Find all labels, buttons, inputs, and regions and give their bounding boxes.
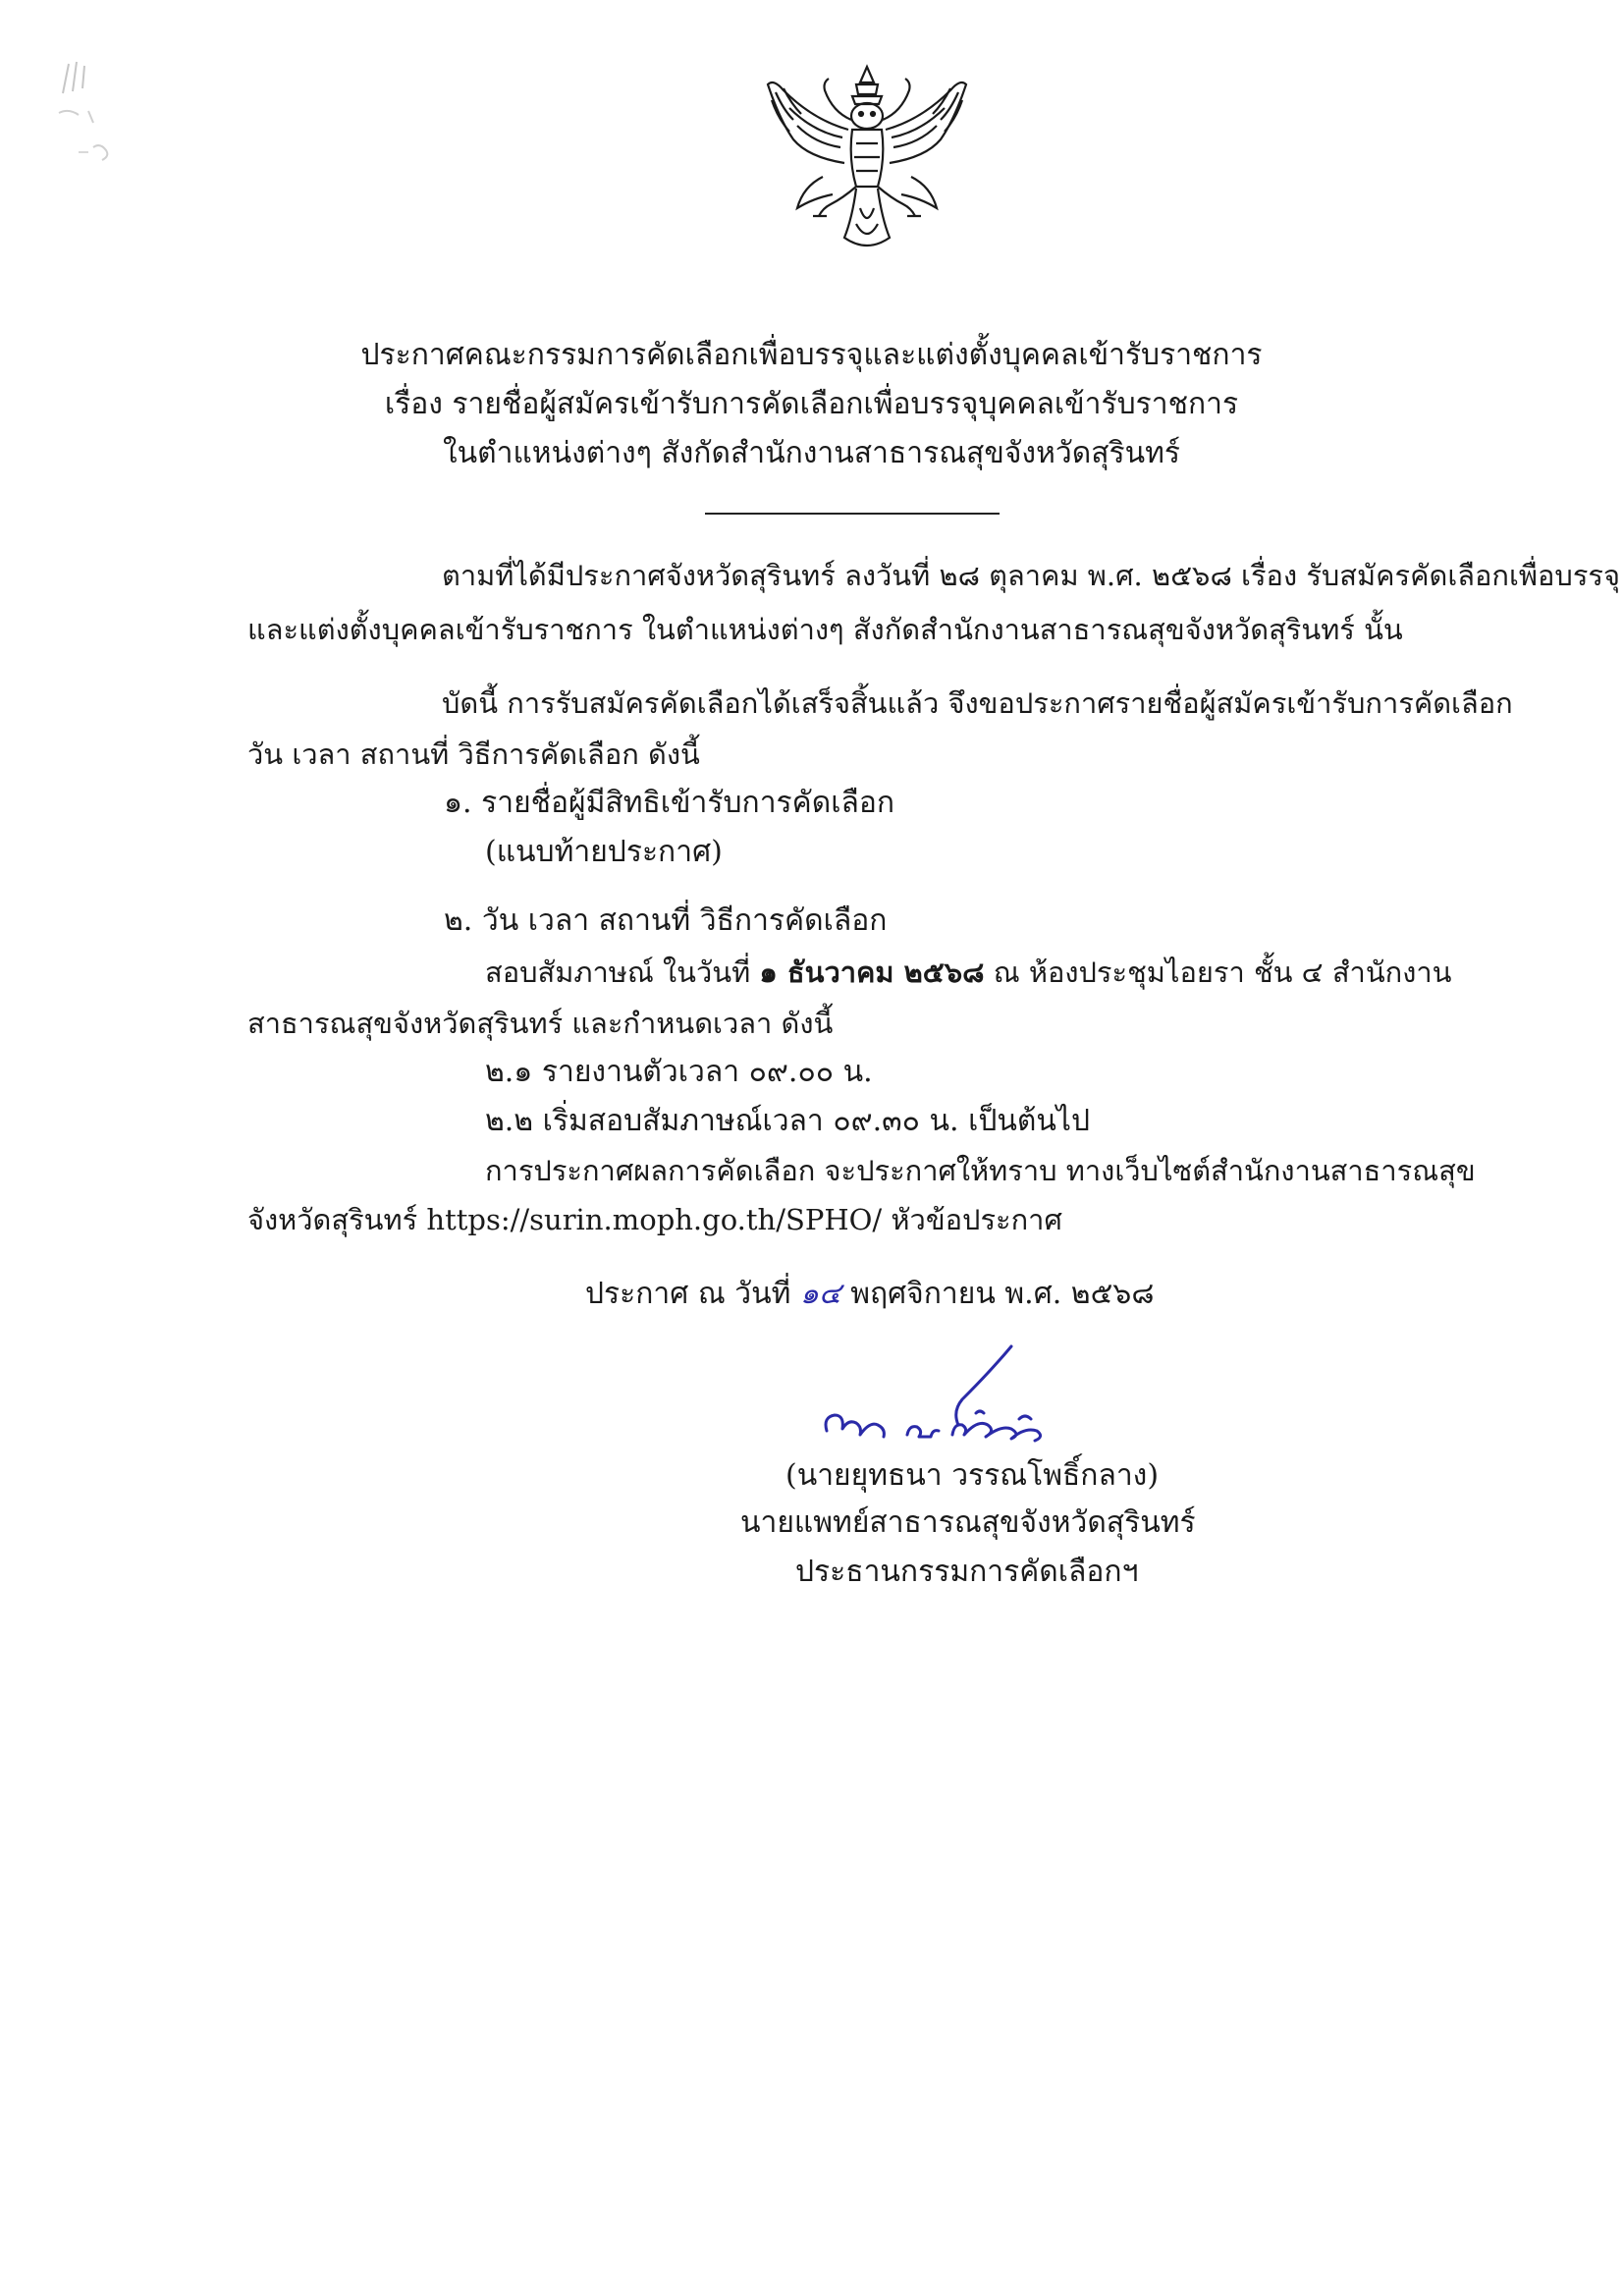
- item-1-heading: ๑. รายชื่อผู้มีสิทธิเข้ารับการคัดเลือก: [444, 786, 895, 820]
- announcement-title-line-2: เรื่อง รายชื่อผู้สมัครเข้ารับการคัดเลือกเพื่อบรรจุบุคคลเข้ารับราชการ: [384, 387, 1239, 421]
- garuda-emblem-icon: [754, 61, 980, 262]
- paragraph-2-line-1: บัดนี้ การรับสมัครคัดเลือกได้เสร็จสิ้นแล้ว จึงขอประกาศรายชื่อผู้สมัครเข้ารับการคัดเลือก: [442, 686, 1513, 720]
- title-divider: [705, 513, 1000, 515]
- announcement-date-line: [585, 1275, 1154, 1314]
- item-1-note: (แนบท้ายประกาศ): [485, 835, 723, 869]
- item-2-heading: ๒. วัน เวลา สถานที่ วิธีการคัดเลือก: [444, 903, 888, 938]
- marginal-notes-icon: [39, 54, 137, 182]
- item-2-1: ๒.๑ รายงานตัวเวลา ๐๙.๐๐ น.: [485, 1055, 873, 1089]
- date-suffix: พฤศจิกายน พ.ศ. ๒๕๖๘: [840, 1277, 1155, 1311]
- date-prefix: ประกาศ ณ วันที่: [585, 1277, 800, 1311]
- signatory-position: นายแพทย์สาธารณสุขจังหวัดสุรินทร์: [740, 1505, 1196, 1540]
- interview-text-b: ณ ห้องประชุมไอยรา ชั้น ๔ สำนักงาน: [984, 956, 1452, 989]
- item-2-2: ๒.๒ เริ่มสอบสัมภาษณ์เวลา ๐๙.๓๐ น. เป็นต้นไป: [485, 1104, 1090, 1138]
- item-2-line-1: [485, 953, 1451, 992]
- handwritten-signature-icon: [815, 1340, 1080, 1458]
- result-line-2: จังหวัดสุรินทร์ https://surin.moph.go.th/SPHO/ หัวข้อประกาศ: [247, 1203, 1062, 1236]
- announcement-title-line-1: ประกาศคณะกรรมการคัดเลือกเพื่อบรรจุและแต่งตั้งบุคคลเข้ารับราชการ: [360, 338, 1263, 372]
- result-line-1: การประกาศผลการคัดเลือก จะประกาศให้ทราบ ทางเว็บไซต์สำนักงานสาธารณสุข: [485, 1154, 1476, 1187]
- signatory-name: (นายยุทธนา วรรณโพธิ์กลาง): [785, 1458, 1160, 1493]
- paragraph-1-line-1: ตามที่ได้มีประกาศจังหวัดสุรินทร์ ลงวันที่ ๒๘ ตุลาคม พ.ศ. ๒๕๖๘ เรื่อง รับสมัครคัดเลือกเพื่อบรรจุ: [442, 559, 1620, 592]
- announcement-title-line-3: ในตำแหน่งต่างๆ สังกัดสำนักงานสาธารณสุขจังหวัดสุรินทร์: [442, 436, 1181, 470]
- signatory-role: ประธานกรรมการคัดเลือกฯ: [795, 1555, 1139, 1589]
- paragraph-2-line-2: วัน เวลา สถานที่ วิธีการคัดเลือก ดังนี้: [247, 738, 700, 771]
- interview-text-a: สอบสัมภาษณ์ ในวันที่: [485, 956, 760, 989]
- paragraph-1-line-2: และแต่งตั้งบุคคลเข้ารับราชการ ในตำแหน่งต่างๆ สังกัดสำนักงานสาธารณสุขจังหวัดสุรินทร์ นั้น: [247, 613, 1403, 646]
- interview-date: ๑ ธันวาคม ๒๕๖๘: [759, 956, 985, 989]
- handwritten-day: ๑๔: [799, 1277, 841, 1311]
- item-2-line-2: สาธารณสุขจังหวัดสุรินทร์ และกำหนดเวลา ดังนี้: [247, 1007, 834, 1040]
